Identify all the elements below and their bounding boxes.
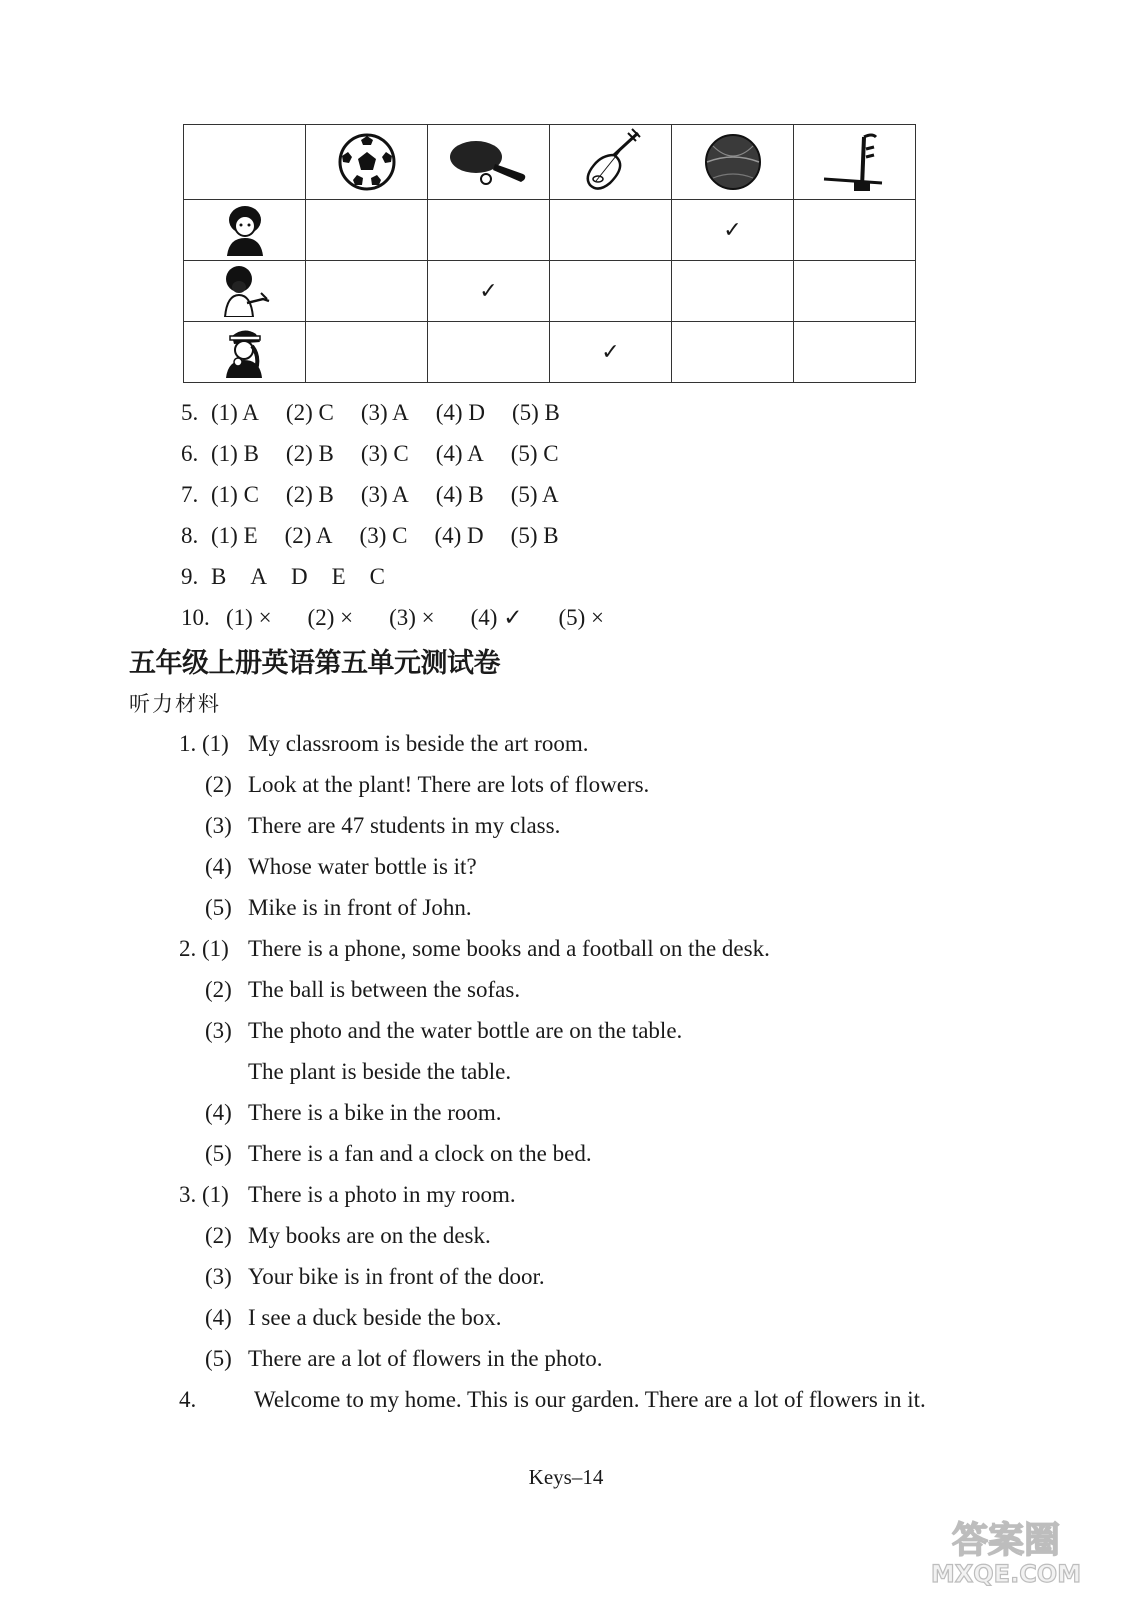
line-marker: (3) xyxy=(205,1264,232,1289)
avatar-cell xyxy=(184,322,306,383)
table-row-child xyxy=(184,261,916,322)
pipa-icon xyxy=(576,127,646,197)
answer-table xyxy=(183,124,916,383)
transcript-line xyxy=(205,1016,682,1045)
avatar-cell xyxy=(184,261,306,322)
transcript-line xyxy=(205,975,520,1004)
transcript-line xyxy=(205,852,477,881)
answer-row-10 xyxy=(181,603,631,644)
answer-item: (1) C xyxy=(211,482,259,507)
transcript-line xyxy=(205,1221,491,1250)
answer-item: (4) A xyxy=(435,441,484,466)
transcript-line xyxy=(179,934,770,963)
line-text: There are a lot of flowers in the photo. xyxy=(248,1346,603,1371)
check-mark: ✓ xyxy=(479,278,498,304)
answer-item: (2) × xyxy=(307,605,354,630)
line-marker: (5) xyxy=(205,1141,232,1166)
cell xyxy=(306,261,428,322)
line-marker: 3. (1) xyxy=(179,1182,229,1207)
answer-item: D xyxy=(290,564,308,589)
transcript-line xyxy=(205,811,560,840)
child-avatar-icon xyxy=(217,265,273,317)
line-text: There are 47 students in my class. xyxy=(248,813,561,838)
answer-item: (3) × xyxy=(389,605,435,630)
line-text: My classroom is beside the art room. xyxy=(248,731,589,756)
line-marker: 4. xyxy=(179,1387,197,1412)
line-text: There is a bike in the room. xyxy=(248,1100,502,1125)
answer-item: (5) × xyxy=(558,605,605,630)
answer-item: (2) B xyxy=(285,482,334,507)
line-text: Mike is in front of John. xyxy=(248,895,472,920)
cell xyxy=(306,322,428,383)
line-marker: (3) xyxy=(205,1018,232,1043)
line-marker: (4) xyxy=(205,1305,232,1330)
page-footer: Keys–14 xyxy=(528,1465,604,1489)
answer-item: (3) C xyxy=(360,441,409,466)
line-marker: (5) xyxy=(205,1346,232,1371)
line-marker: (5) xyxy=(205,895,232,920)
question-number: 5. xyxy=(181,400,199,425)
line-text: There is a photo in my room. xyxy=(248,1182,516,1207)
line-marker: (2) xyxy=(205,772,232,797)
line-text: Welcome to my home. This is our garden. There are a lot of flowers in it. xyxy=(254,1387,926,1412)
line-marker: 1. (1) xyxy=(179,731,229,756)
football-icon xyxy=(337,132,397,192)
answer-row-7 xyxy=(181,480,631,521)
answer-row-9 xyxy=(181,562,631,603)
avatar-cell xyxy=(184,200,306,261)
line-marker: (2) xyxy=(205,977,232,1002)
line-text: The photo and the water bottle are on the table. xyxy=(248,1018,683,1043)
question-number: 6. xyxy=(181,441,199,466)
answer-item: (5) B xyxy=(510,523,559,548)
cell xyxy=(428,322,550,383)
section-subtitle: 听力材料 xyxy=(129,692,221,716)
answer-item: A xyxy=(250,564,267,589)
transcript-line xyxy=(179,729,588,758)
basketball-icon xyxy=(703,132,763,192)
answer-item: (3) A xyxy=(360,400,409,425)
watermark-logo xyxy=(906,1514,1106,1586)
line-text: There is a phone, some books and a football on the desk. xyxy=(248,936,770,961)
transcript-line xyxy=(205,1262,545,1291)
answer-item: (4) D xyxy=(435,400,485,425)
check-cell xyxy=(550,322,672,383)
answer-item: (2) B xyxy=(285,441,334,466)
boy-avatar-icon xyxy=(223,204,267,256)
line-text: The plant is beside the table. xyxy=(248,1059,512,1084)
answer-item: (4) ✓ xyxy=(470,605,523,630)
check-cell xyxy=(428,261,550,322)
line-text: There is a fan and a clock on the bed. xyxy=(248,1141,592,1166)
ping-pong-icon xyxy=(449,137,529,187)
answer-item: B xyxy=(211,564,227,589)
svg-text:答案圈: 答案圈 xyxy=(951,1520,1061,1561)
answer-item: (4) D xyxy=(434,523,484,548)
line-text: The ball is between the sofas. xyxy=(248,977,521,1002)
transcript-line xyxy=(205,1303,502,1332)
cell xyxy=(550,200,672,261)
line-text: I see a duck beside the box. xyxy=(248,1305,502,1330)
check-cell xyxy=(672,200,794,261)
line-marker: (2) xyxy=(205,1223,232,1248)
transcript-line xyxy=(205,893,472,922)
header-cell-basketball xyxy=(672,125,794,200)
line-text: My books are on the desk. xyxy=(248,1223,491,1248)
answer-item: (5) B xyxy=(511,400,560,425)
erhu-icon xyxy=(820,129,890,195)
cell xyxy=(672,261,794,322)
answer-row-8 xyxy=(181,521,631,562)
answer-row-5 xyxy=(181,398,631,439)
cell xyxy=(794,261,916,322)
svg-text:MXQE.COM: MXQE.COM xyxy=(930,1560,1082,1586)
check-mark: ✓ xyxy=(601,339,620,365)
table-row-girl xyxy=(184,322,916,383)
line-text: Your bike is in front of the door. xyxy=(248,1264,545,1289)
line-marker: 2. (1) xyxy=(179,936,229,961)
answer-item: (1) B xyxy=(211,441,259,466)
question-number: 10. xyxy=(181,605,210,630)
answer-row-6 xyxy=(181,439,631,480)
table-corner-cell xyxy=(184,125,306,200)
answer-item: (1) × xyxy=(226,605,272,630)
answer-item: E xyxy=(331,564,346,589)
cell xyxy=(550,261,672,322)
answer-item: (1) A xyxy=(211,400,259,425)
question-number: 8. xyxy=(181,523,199,548)
table-header-row xyxy=(184,125,916,200)
answer-key xyxy=(181,398,631,644)
transcript-line xyxy=(205,1057,511,1086)
check-mark: ✓ xyxy=(723,217,742,243)
question-number: 9. xyxy=(181,564,199,589)
answer-item: (3) C xyxy=(359,523,408,548)
transcript-line xyxy=(205,770,649,799)
answer-item: (4) B xyxy=(435,482,484,507)
header-cell-football xyxy=(306,125,428,200)
line-text: Look at the plant! There are lots of flowers. xyxy=(248,772,650,797)
line-marker: (3) xyxy=(205,813,232,838)
girl-avatar-icon xyxy=(220,326,270,378)
table-row-boy xyxy=(184,200,916,261)
transcript-line xyxy=(179,1180,516,1209)
section-title: 五年级上册英语第五单元测试卷 xyxy=(129,648,500,679)
line-marker: (4) xyxy=(205,1100,232,1125)
transcript-line xyxy=(205,1344,602,1373)
transcript-line xyxy=(179,1385,926,1414)
cell xyxy=(428,200,550,261)
cell xyxy=(672,322,794,383)
answer-item: (5) C xyxy=(510,441,559,466)
line-text: Whose water bottle is it? xyxy=(248,854,477,879)
header-cell-ping-pong xyxy=(428,125,550,200)
answer-item: (3) A xyxy=(360,482,409,507)
header-cell-pipa xyxy=(550,125,672,200)
line-marker: (4) xyxy=(205,854,232,879)
answer-item: (5) A xyxy=(510,482,559,507)
cell xyxy=(794,200,916,261)
cell xyxy=(306,200,428,261)
header-cell-erhu xyxy=(794,125,916,200)
transcript-line xyxy=(205,1139,592,1168)
cell xyxy=(794,322,916,383)
answer-item: C xyxy=(369,564,385,589)
answer-item: (2) A xyxy=(284,523,333,548)
transcript-line xyxy=(205,1098,502,1127)
answer-item: (1) E xyxy=(211,523,258,548)
answer-item: (2) C xyxy=(285,400,334,425)
question-number: 7. xyxy=(181,482,199,507)
